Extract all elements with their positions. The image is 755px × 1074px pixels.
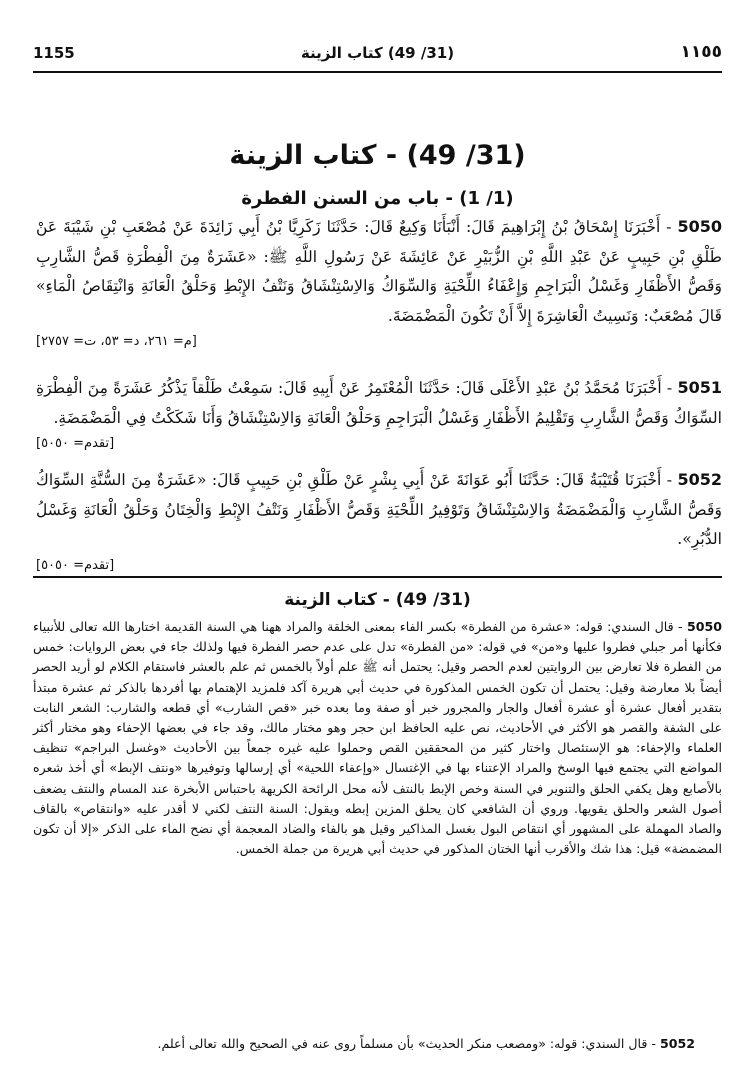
hadith-body: - أَخْبَرَنَا مُحَمَّدُ بْنُ عَبْدِ الأَعْلَى قَالَ: حَدَّثَنَا الْمُعْتَمِرُ عَنْ أَبِيهِ قَالَ: سَمِعْتُ طَلْقاً يَذْكُرُ عَشَرَةً مِنَ الْفِطْرَةِ السِّوَاكُ وَقَصُّ الشَّارِبِ وَتَقْلِيمُ الأَظْفَارِ وَغَسْلُ الْبَرَاجِمِ وَحَلْقُ الْعَانَةِ وَالاِسْتِنْشَاقُ وَأَنَا شَكَكْتُ فِي الْمَضْمَضَةِ. — [36, 379, 722, 427]
hadith-reference: [م= ٢٦١، د= ٥٣، ت= ٢٧٥٧] — [36, 334, 197, 349]
hadith-body: - أَخْبَرَنَا قُتَيْبَةُ قَالَ: حَدَّثَنَا أَبُو عَوَانَةَ عَنْ أَبِي بِشْرٍ عَنْ طَلْقِ بْنِ حَبِيبٍ قَالَ: «عَشَرَةٌ مِنَ السُّنَّةِ السِّوَاكُ وَقَصُّ الشَّارِبِ وَالْمَضْمَضَةُ وَالاِسْتِنْشَاقُ وَتَوْفِيرُ اللِّحْيَةِ وَقَصُّ الأَظْفَارِ وَنَتْفُ الإِبْطِ وَالْخِتَانُ وَحَلْقُ الْعَانَةِ وَغَسْلُ الدُّبُرِ». — [36, 471, 722, 548]
hadith-5051 — [36, 373, 722, 455]
hadith-text — [36, 212, 722, 331]
hadith-number: 5051 — [677, 378, 722, 397]
page-number-latin: 1155 — [33, 44, 75, 62]
commentary-text: - قال السندي: قوله: «عشرة من الفطرة» بكسر الفاء بمعنى الخلقة والمراد ههنا هي السنة القديمة اختارها الله تعالى للأنبياء فكأنها أمر جبلي فطروا عليها و«من» في قوله: «من الفطرة» تدل على عدم حصر الفطرة فيها ولذلك جاء في بعض الروايات: خمس من الفطرة فلا تعارض بين الروايتين لعدم الحصر وقيل: يحتمل أنه ﷺ علم أولاً بالخمس ثم علم بالعشر فاستقام الكلام لو أريد الحصر أيضاً بلا معارضة وقيل: يحتمل أن تكون الخمس المذكورة في حديث أبي هريرة آكد فلمزيد الإهتمام بها أفردها بالذكر ثم عشرة مبتدأ بتقدير أفعال عشرة أو عشرة أفعال والجار والمجرور خبر أو صفة وما بعده خبر «قص الشارب» أي قطعه والشارب: الشعر النابت على الشفة والقصر هو الأكثر في الأحاديث، نص عليه الحافظ ابن حجر وهو مختار مالك، وقد جاء في بعضها الإحفاء وهو مختار أكثر العلماء والإحفاء: هو الإستئصال واختار كثير من المحققين القص وحملوا عليه غيره جمعاً بين الأحاديث «وغسل البراجم» تنظيف المواضع التي يجتمع فيها الوسخ والمراد الإعتناء بها في الإغتسال «وإعفاء اللحية» أي إرسالها وتوفيرها «ونتف الإبط» أي أخذ شعره بالأصابع وهل يكفي الحلق والتنوير في السنة وخص الإبط بالنتف لأنه محل الرائحة الكريهة باحتباس الأبخرة عند المسام والنتف يضعف أصول الشعر والحلق يقويها. وروي أن الشافعي كان يحلق المزين إبطه ويقول: السنة النتف لكني لا أقدر عليه «وانتقاص» بالقاف والصاد المهملة على المشهور أي انتقاص البول بغسل المذاكير وقيل هو بالفاء والضاد المعجمة أي نضح الماء على الذكر «إلا أن تكون المضمضة» قيل: هذا شك والأقرب أنها الختان المذكور في حديث أبي هريرة من جملة الخمس. — [33, 619, 722, 857]
hadith-number: 5050 — [677, 217, 722, 236]
commentary-5052 — [33, 1034, 695, 1054]
hadith-reference: [تقدم= ٥٠٥٠] — [36, 436, 115, 451]
page-number-arabic: ١١٥٥ — [680, 42, 722, 62]
hadith-body: - أَخْبَرَنَا إِسْحَاقُ بْنُ إِبْرَاهِيمَ قَالَ: أَنْبَأَنَا وَكِيعٌ قَالَ: حَدَّثَنَا زَكَرِيَّا بْنُ أَبِي زَائِدَةَ عَنْ مُصْعَبِ بْنِ شَيْبَةَ عَنْ طَلْقِ بْنِ حَبِيبٍ عَنْ عَبْدِ اللَّهِ بْنِ الزُّبَيْرِ عَنْ عَائِشَةَ عَنْ رَسُولِ اللَّهِ ﷺ: «عَشَرَةٌ مِنَ الْفِطْرَةِ قَصُّ الشَّارِبِ وَقَصُّ الأَظْفَارِ وَغَسْلُ الْبَرَاجِمِ وَإِعْفَاءُ اللِّحْيَةِ وَالسِّوَاكُ وَالاِسْتِنْشَاقُ وَنَتْفُ الإِبْطِ وَحَلْقُ الْعَانَةِ وَانْتِقَاصُ الْمَاءِ» قَالَ مُصْعَبٌ: وَنَسِيتُ الْعَاشِرَةَ إِلاَّ أَنْ تَكُونَ الْمَضْمَضَةَ. — [36, 218, 722, 325]
commentary-paragraph — [33, 1034, 695, 1054]
commentary-5050 — [33, 617, 722, 859]
hadith-reference: [تقدم= ٥٠٥٠] — [36, 557, 115, 573]
hadith-number: 5052 — [677, 470, 722, 489]
running-header — [33, 38, 722, 68]
commentary-paragraph — [33, 617, 722, 859]
commentary-title: (31/ 49) - كتاب الزينة — [284, 590, 471, 610]
hadith-5052 — [36, 465, 722, 577]
header-rule — [33, 71, 722, 73]
hadith-text — [36, 465, 722, 555]
book-title: (31/ 49) - كتاب الزينة — [229, 140, 526, 171]
commentary-text: - قال السندي: قوله: «ومصعب منكر الحديث» بأن مسلماً روى عنه في الصحيح والله تعالى أعلم. — [157, 1036, 660, 1051]
running-title: (31/ 49) كتاب الزينة — [300, 44, 455, 62]
commentary-number: 5050 — [686, 619, 722, 634]
chapter-title: (1/ 1) - باب من السنن الفطرة — [241, 188, 514, 209]
commentary-number: 5052 — [659, 1036, 695, 1051]
hadith-5050 — [36, 212, 722, 353]
commentary-separator — [33, 576, 722, 578]
hadith-text — [36, 373, 722, 433]
